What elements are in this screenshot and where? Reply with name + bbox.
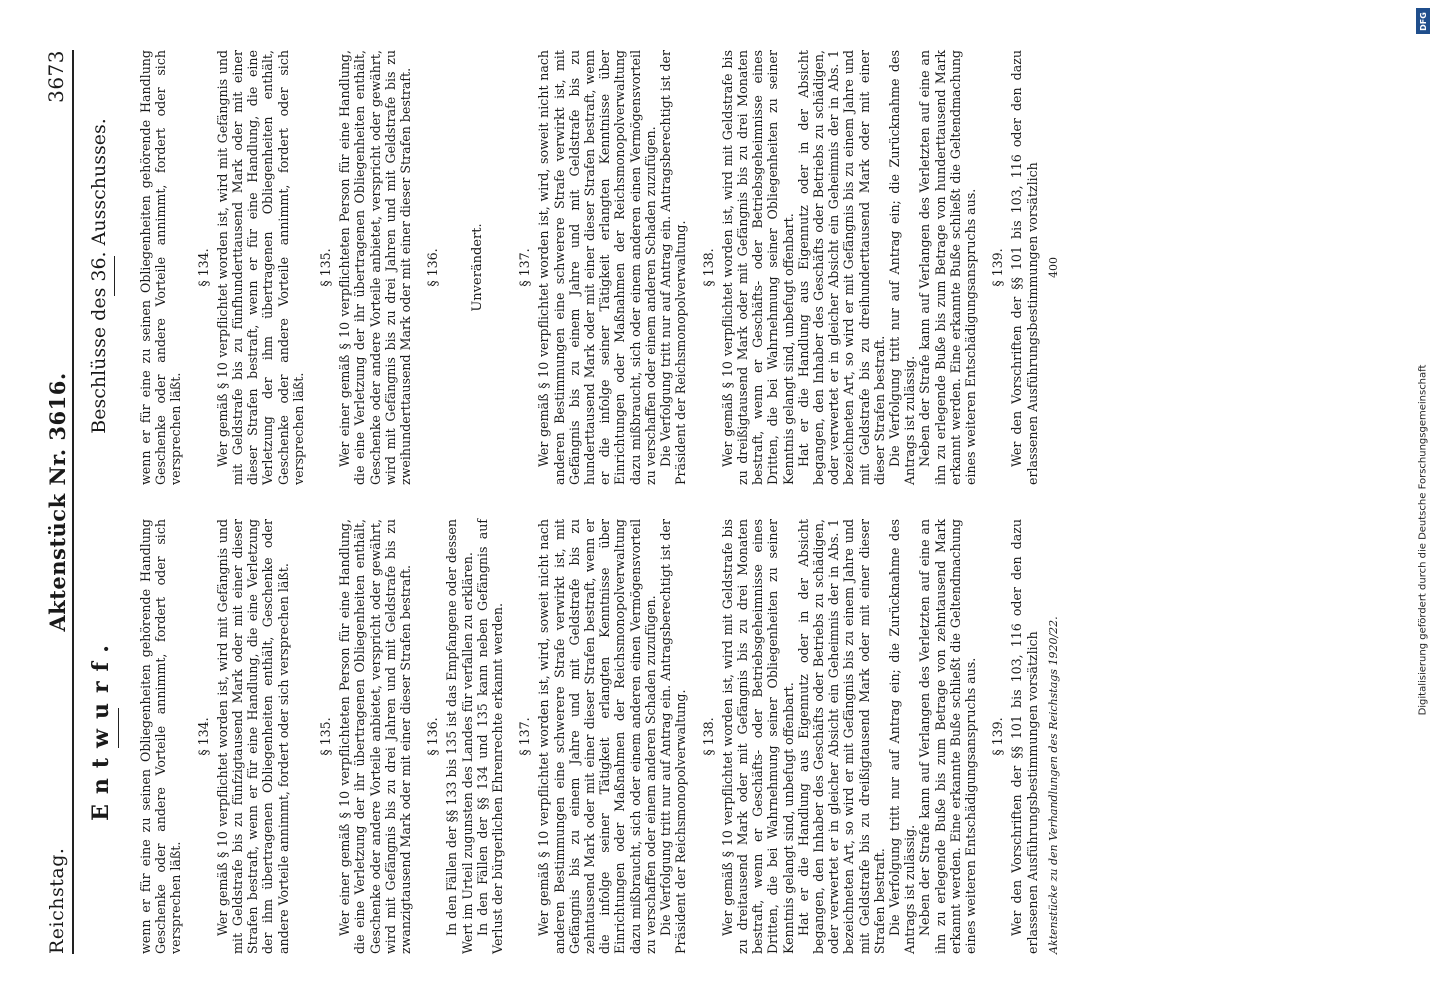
- paragraph: In den Fällen der §§ 133 bis 135 ist das Empfangene oder dessen Wert im Urteil zugunsten des Landes für verfallen zu erklären.: [444, 519, 475, 954]
- paragraph: Wer einer gemäß § 10 verpflichteten Person für eine Handlung, die eine Verletzung der ihr übertragenen Obliegenheiten enthält, Geschenke oder andere Vorteile anbietet, verspricht oder gewährt, wird mit Gefängnis bis zu drei Jahren und mit Geldstrafe bis zu zwanzigtausend Mark oder mit einer dieser Strafen bestraft.: [337, 519, 414, 954]
- paragraph: Wer gemäß § 10 verpflichtet worden ist, wird, soweit nicht nach anderen Bestimmungen eine schwerere Strafe verwirkt ist, mit Gefängnis bis zu einem Jahre und mit Geldstrafe bis zu hunderttausend Mark oder mit einer dieser Strafen bestraft, wenn er die infolge seiner Tätigkeit erlangten Kenntnisse über Einrichtungen oder Maßnahmen der Reichsmonopolverwaltung dazu mißbraucht, sich oder einem anderen einen Vermögensvorteil zu verschaffen oder einem anderen Schaden zuzufügen.: [536, 50, 658, 485]
- paragraph: Wer einer gemäß § 10 verpflichteten Person für eine Handlung, die eine Verletzung der ihr übertragenen Obliegenheiten enthält, Geschenke oder andere Vorteile anbietet, verspricht oder gewährt, wird mit Gefängnis bis zu drei Jahren und mit Geldstrafe bis zu zweihunderttausend Mark oder mit einer dieser Strafen bestraft.: [337, 50, 414, 485]
- sheet-number: 400: [1046, 257, 1060, 278]
- paragraph: In den Fällen der §§ 134 und 135 kann neben Gefängnis auf Verlust der bürgerlichen Ehrenrechte erkannt werden.: [474, 519, 506, 954]
- running-head: [38, 50, 74, 954]
- row-intro: [138, 50, 184, 954]
- row-section-135: [306, 50, 413, 954]
- footer-source: Aktenstücke zu den Verhandlungen des Reichstags 1920/22.: [1046, 616, 1060, 954]
- paragraph: Wer gemäß § 10 verpflichtet worden ist, wird mit Geldstrafe bis zu dreitausend Mark oder mit Gefängnis bis zu drei Monaten bestraft, wenn er Geschäfts- oder Betriebsgeheimnisse eines Dritten, die bei Wahrnehmung seiner Obliegenheiten zu seiner Kenntnis gelangt sind, unbefugt offenbart.: [719, 519, 796, 954]
- section-rows: [138, 50, 1061, 954]
- paragraph: Neben der Strafe kann auf Verlangen des Verletzten auf eine an ihn zu erlegende Buße bis zum Betrage von zehntausend Mark erkannt werden. Eine erkannte Buße schließt die Geltendmachung eines weiteren Entschädigungsanspruchs aus.: [917, 519, 978, 954]
- paragraph: Neben der Strafe kann auf Verlangen des Verletzten auf eine an ihn zu erlegende Buße bis zum Betrage von hunderttausend Mark erkannt werden. Eine erkannte Buße schließt die Geltendmachung eines weiteren Entschädigungsanspruchs aus.: [917, 50, 978, 485]
- page-number: 3673: [44, 50, 68, 103]
- paragraph: wenn er für eine zu seinen Obliegenheiten gehörende Handlung Geschenke oder andere Vorteile annimmt, fordert oder sich versprechen läßt.: [138, 50, 184, 485]
- paragraph: Hat er die Handlung aus Eigennutz oder in der Absicht begangen, den Inhaber des Geschäfts oder Betriebs zu schädigen, oder verwertet er in gleicher Absicht ein Geheimnis der in Abs. 1 bezeichneten Art, so wird er mit Gefängnis bis zu einem Jahre und mit Geldstrafe bis zu dreihunderttausend Mark oder mit einer dieser Strafen bestraft.: [795, 50, 887, 485]
- header-title: Aktenstück Nr. 3616.: [45, 372, 70, 632]
- section-number: § 138.: [700, 248, 716, 287]
- row-section-139: [978, 50, 1061, 954]
- row-section-134: [184, 50, 306, 954]
- committee-title-text: Beschlüsse des 36. Ausschusses.: [88, 118, 110, 434]
- dfg-banner: [1412, 0, 1434, 1000]
- draft-cell: [138, 519, 184, 954]
- paragraph: Wer den Vorschriften der §§ 101 bis 103, 116 oder den dazu erlassenen Ausführungsbestimmungen vorsätzlich: [1009, 50, 1040, 485]
- draft-cell: [306, 519, 413, 954]
- section-number: § 134.: [195, 717, 211, 756]
- committee-title-rule: [114, 256, 115, 296]
- section-number: § 135.: [318, 717, 334, 756]
- committee-column-title: [88, 50, 130, 502]
- committee-cell: [138, 50, 184, 485]
- section-number: § 137.: [517, 248, 533, 287]
- committee-cell: [184, 50, 306, 485]
- section-number: § 138.: [700, 717, 716, 756]
- committee-cell: [306, 50, 413, 485]
- paragraph: Die Verfolgung tritt nur auf Antrag ein; die Zurücknahme des Antrags ist zulässig.: [886, 519, 918, 954]
- draft-cell: [413, 519, 505, 954]
- draft-cell: [505, 519, 688, 954]
- draft-title-rule: [118, 708, 119, 748]
- dfg-banner-text: Digitalisierung gefördert durch die Deutsche Forschungsgemeinschaft: [1417, 364, 1429, 716]
- draft-cell: [184, 519, 306, 954]
- dfg-logo-text: DFG: [1418, 11, 1428, 31]
- draft-cell: [689, 519, 979, 954]
- paragraph: Wer gemäß § 10 verpflichtet worden ist, wird mit Gefängnis und mit Geldstrafe bis zu fünfhunderttausend Mark oder mit einer dieser Strafen bestraft, wenn er für eine Handlung, die eine Verletzung der ihm übertragenen Obliegenheiten enthält, Geschenke oder andere Vorteile annimmt, fordert oder sich versprechen läßt.: [214, 50, 306, 485]
- section-number: § 139.: [990, 717, 1006, 756]
- paragraph: Wer den Vorschriften der §§ 101 bis 103, 116 oder den dazu erlassenen Ausführungsbestimmungen vorsätzlich: [1009, 519, 1040, 954]
- column-headings: [88, 50, 130, 954]
- section-number: § 139.: [990, 248, 1006, 287]
- paragraph: Wer gemäß § 10 verpflichtet worden ist, wird mit Gefängnis und mit Geldstrafe bis zu fünfzigtausend Mark oder mit einer dieser Strafen bestraft, wenn er für eine Handlung, die eine Verletzung der ihm übertragenen Obliegenheiten enthält, Geschenke oder andere Vorteile annimmt, fordert oder sich versprechen läßt.: [214, 519, 291, 954]
- committee-cell: [505, 50, 688, 485]
- row-section-136: [413, 50, 505, 954]
- committee-cell: [413, 50, 505, 485]
- section-number: § 136.: [425, 248, 441, 287]
- draft-cell: [978, 519, 1061, 954]
- section-number: § 135.: [318, 248, 334, 287]
- row-section-137: [505, 50, 688, 954]
- paragraph: Die Verfolgung tritt nur auf Antrag ein. Antragsberechtigt ist der Präsident der Reichsmonopolverwaltung.: [658, 519, 689, 954]
- draft-title-text: Entwurf.: [88, 635, 114, 821]
- committee-cell: [689, 50, 979, 485]
- section-number: § 134.: [195, 248, 211, 287]
- paragraph: Die Verfolgung tritt nur auf Antrag ein; die Zurücknahme des Antrags ist zulässig.: [886, 50, 918, 485]
- committee-cell: [978, 50, 1061, 485]
- row-section-138: [689, 50, 979, 954]
- paragraph: Wer gemäß § 10 verpflichtet worden ist, wird mit Geldstrafe bis zu dreißigtausend Mark oder mit Gefängnis bis zu drei Monaten bestraft, wenn er Geschäfts- oder Betriebsgeheimnisse eines Dritten, die bei Wahrnehmung seiner Obliegenheiten zu seiner Kenntnis gelangt sind, unbefugt offenbart.: [719, 50, 796, 485]
- paragraph: wenn er für eine zu seinen Obliegenheiten gehörende Handlung Geschenke oder andere Vorteile annimmt, fordert oder sich versprechen läßt.: [138, 519, 184, 954]
- section-number: § 137.: [517, 717, 533, 756]
- draft-column-title: [88, 502, 130, 954]
- paragraph: Wer gemäß § 10 verpflichtet worden ist, wird, soweit nicht nach anderen Bestimmungen eine schwerere Strafe verwirkt ist, mit Gefängnis bis zu einem Jahre und mit Geldstrafe bis zu zehntausend Mark oder mit einer dieser Strafen bestraft, wenn er die infolge seiner Tätigkeit erlangten Kenntnisse über Einrichtungen oder Maßnahmen der Reichsmonopolverwaltung dazu mißbraucht, sich oder einem anderen einen Vermögensvorteil zu verschaffen oder einem anderen Schaden zuzufügen.: [536, 519, 658, 954]
- header-left: Reichstag.: [46, 847, 68, 954]
- paragraph: Hat er die Handlung aus Eigennutz oder in der Absicht begangen, den Inhaber des Geschäfts oder Betriebs zu schädigen, oder verwertet er in gleicher Absicht ein Geheimnis der in Abs. 1 bezeichneten Art, so wird er mit Gefängnis bis zu einem Jahre und mit Geldstrafe bis zu dreißigtausend Mark oder mit einer dieser Strafen bestraft.: [795, 519, 887, 954]
- paragraph: Die Verfolgung tritt nur auf Antrag ein. Antragsberechtigt ist der Präsident der Reichsmonopolverwaltung.: [658, 50, 689, 485]
- dfg-logo: [1416, 8, 1430, 34]
- unchanged-note: Unverändert.: [470, 223, 486, 312]
- section-number: § 136.: [425, 717, 441, 756]
